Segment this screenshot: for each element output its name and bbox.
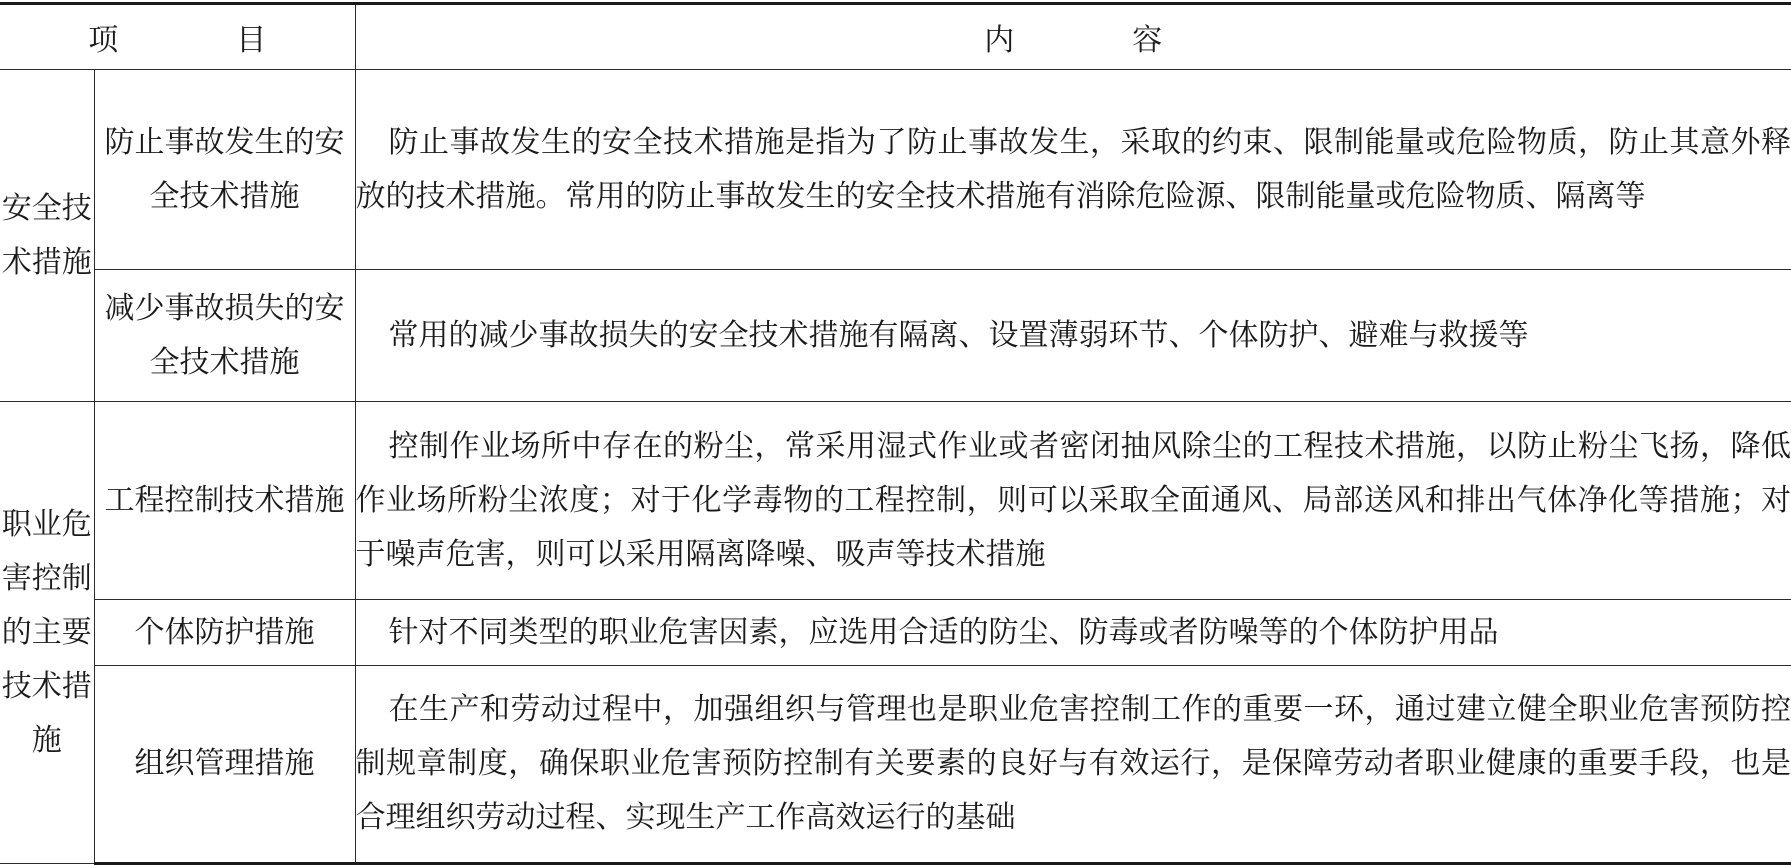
content-text: 在生产和劳动过程中，加强组织与管理也是职业危害控制工作的重要一环，通过建立健全职业危害预防控制规章制度，确保职业危害预防控制有关要素的良好与有效运行，是保障劳动者职业健康的重要手段，也是合理组织劳动过程、实现生产工作高效运行的基础 bbox=[355, 692, 1791, 835]
header-content: 内 容 bbox=[355, 4, 1791, 70]
item-engineering-control: 工程控制技术措施 bbox=[94, 402, 355, 600]
content-text: 控制作业场所中存在的粉尘，常采用湿式作业或者密闭抽风除尘的工程技术措施，以防止粉尘飞扬，降低作业场所粉尘浓度；对于化学毒物的工程控制，则可以采取全面通风、局部送风和排出气体净化等措施；对于噪声危害，则可以采用隔离降噪、吸声等技术措施 bbox=[355, 428, 1791, 572]
table-header-row bbox=[0, 4, 1791, 70]
item-accident-prevention: 防止事故发生的安全技术措施 bbox=[94, 70, 355, 270]
item-organizational-management: 组织管理措施 bbox=[94, 666, 355, 864]
content-organizational-management bbox=[355, 666, 1791, 864]
category-safety-technical-measures: 安全技术措施 bbox=[0, 70, 94, 402]
content-personal-protection bbox=[355, 600, 1791, 666]
item-personal-protection: 个体防护措施 bbox=[94, 600, 355, 666]
content-loss-reduction bbox=[355, 270, 1791, 402]
content-text: 常用的减少事故损失的安全技术措施有隔离、设置薄弱环节、个体防护、避难与救援等 bbox=[388, 317, 1529, 353]
safety-measures-table bbox=[0, 2, 1791, 865]
content-engineering-control bbox=[355, 402, 1791, 600]
table-row bbox=[0, 70, 1791, 270]
content-accident-prevention bbox=[355, 70, 1791, 270]
content-text: 防止事故发生的安全技术措施是指为了防止事故发生，采取的约束、限制能量或危险物质，防止其意外释放的技术措施。常用的防止事故发生的安全技术措施有消除危险源、限制能量或危险物质、隔离等 bbox=[355, 124, 1791, 214]
table-row bbox=[0, 666, 1791, 864]
table-row bbox=[0, 270, 1791, 402]
content-text: 针对不同类型的职业危害因素，应选用合适的防尘、防毒或者防噪等的个体防护用品 bbox=[388, 614, 1499, 650]
item-loss-reduction: 减少事故损失的安全技术措施 bbox=[94, 270, 355, 402]
category-occupational-hazard-control: 职业危害控制的主要技术措施 bbox=[0, 402, 94, 864]
table-row bbox=[0, 402, 1791, 600]
header-project: 项 目 bbox=[0, 4, 355, 70]
table-row bbox=[0, 600, 1791, 666]
